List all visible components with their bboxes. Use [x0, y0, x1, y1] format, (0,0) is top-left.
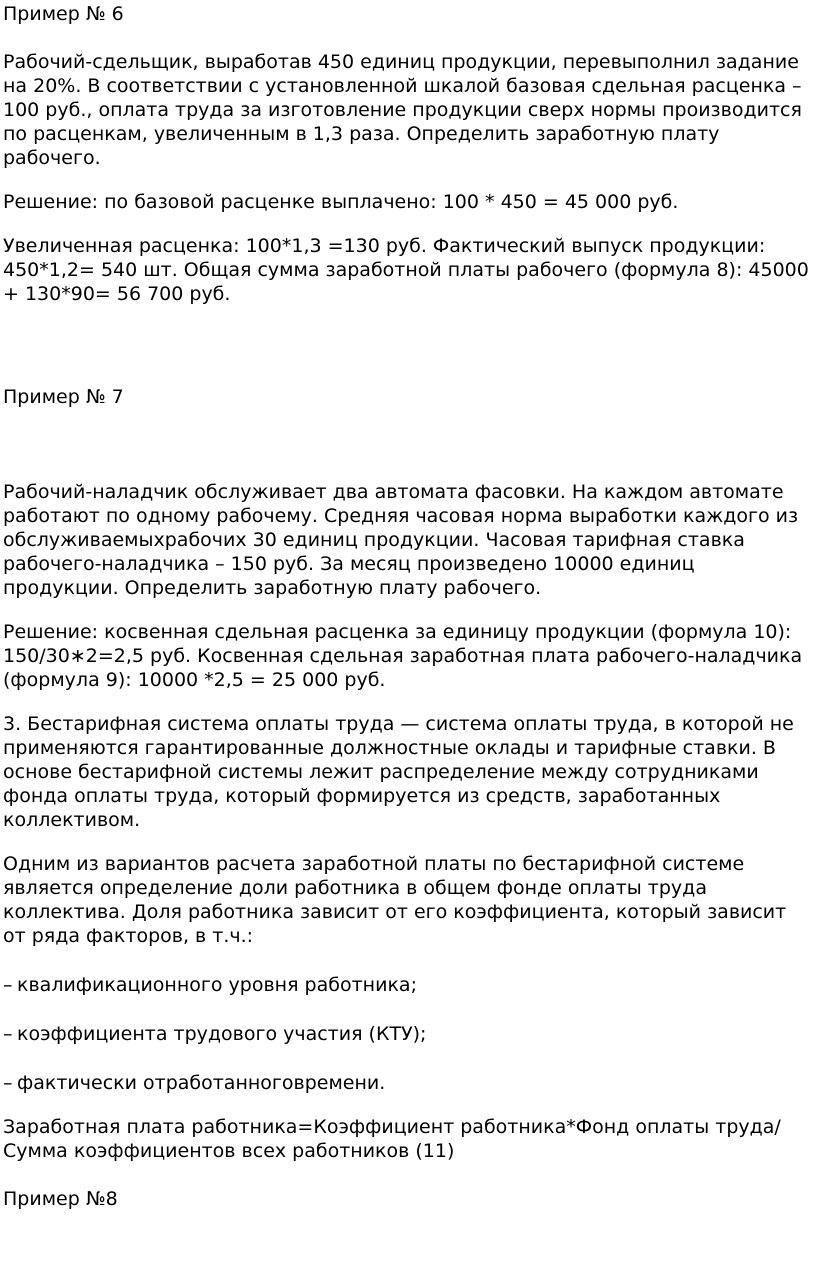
dash-bullet-icon: – — [3, 1023, 13, 1045]
example-7-heading: Пример № 7 — [3, 386, 124, 408]
dash-bullet-icon: – — [3, 974, 13, 996]
example-6-heading: Пример № 6 — [3, 3, 124, 25]
factor-text: коэффициента трудового участия (КТУ); — [17, 1023, 427, 1045]
factor-item — [3, 973, 813, 997]
document-page — [3, 2, 813, 1211]
factor-text: квалификационного уровня работника; — [17, 974, 417, 996]
factor-item — [3, 1071, 813, 1095]
example-8-heading: Пример №8 — [3, 1188, 118, 1210]
dash-bullet-icon: – — [3, 1072, 13, 1094]
example-6-solution-base: Решение: по базовой расценке выплачено: 100 * 450 = 45 000 руб. — [3, 191, 679, 213]
example-6-task: Рабочий-сдельщик, выработав 450 единиц продукции, перевыполнил задание на 20%. В соответствии с установленной шкалой базовая сдельная расценка – 100 руб., оплата труда за изготовление продукции сверх нормы производится по расценкам, увеличенным в 1,3 раза. Определить заработную плату рабочего. — [3, 51, 802, 169]
salary-formula: Заработная плата работника=Коэффициент работника*Фонд оплаты труда/Сумма коэффициентов всех работников (11) — [3, 1116, 781, 1162]
example-7-task: Рабочий-наладчик обслуживает два автомата фасовки. На каждом автомате работают по одному рабочему. Средняя часовая норма выработки каждого из обслуживаемыхрабочих 30 единиц продукции. Часовая тарифная ставка рабочего-наладчика – 150 руб. За месяц произведено 10000 единиц продукции. Определить заработную плату рабочего. — [3, 481, 799, 599]
example-6-solution-increased: Увеличенная расценка: 100*1,3 =130 руб. Фактический выпуск продукции: 450*1,2= 540 шт. Общая сумма заработной платы рабочего (формула 8): 45000 + 130*90= 56 700 руб. — [3, 235, 809, 305]
example-7-solution: Решение: косвенная сдельная расценка за единицу продукции (формула 10): 150/30∗2=2,5 руб. Косвенная сдельная заработная плата рабочего-наладчика (формула 9): 10000 *2,5 = 25 000 руб. — [3, 621, 803, 691]
section-3-intro: 3. Бестарифная система оплаты труда — система оплаты труда, в которой не применяются гарантированные должностные оклады и тарифные ставки. В основе бестарифной системы лежит распределение между сотрудниками фонда оплаты труда, который формируется из средств, заработанных коллективом. — [3, 713, 794, 831]
factor-text: фактически отработанноговремени. — [17, 1072, 386, 1094]
section-3-variants: Одним из вариантов расчета заработной платы по бестарифной системе является определение доли работника в общем фонде оплаты труда коллектива. Доля работника зависит от его коэффициента, который зависит от ряда факторов, в т.ч.: — [3, 853, 787, 947]
factor-item — [3, 1022, 813, 1046]
